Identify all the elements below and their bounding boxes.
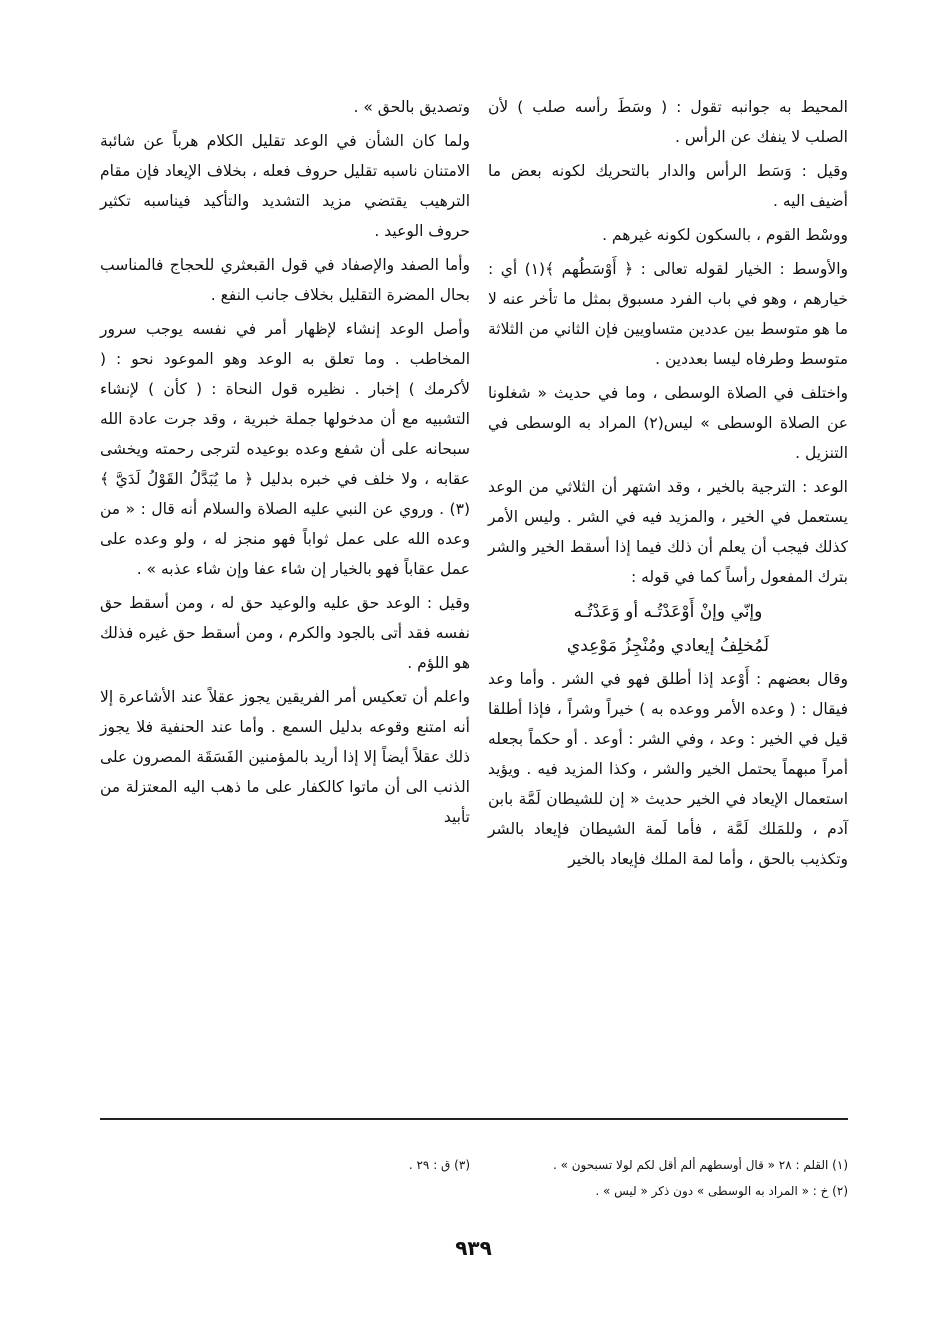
footnote-separator — [100, 1118, 848, 1120]
paragraph: وأصل الوعد إنشاء لإظهار أمر في نفسه يوجب سرور المخاطب . وما تعلق به الوعد وهو الموعود نحو : ( لأكرمك ) إخبار . نظيره قول النحاة : ( كأن ) لإنشاء التشبيه مع أن مدخولها جملة خبرية ، وقد جرت عادة الله سبحانه على أن شفع وعده بوعيده لترجى رحمته ويخشى عقابه ، ولا خلف في خبره بدليل ﴿ ما يُبَدَّلُ القَوْلُ لَدَيَّ ﴾(٣) . وروي عن النبي عليه الصلاة والسلام أنه قال : « من وعده الله على عمل ثواباً فهو منجز له ، ولو وعده على عمل عقاباً فهو بالخيار إن شاء عفا وإن شاء عذبه » . — [100, 320, 470, 578]
paragraph: وتصديق بالحق » . — [353, 98, 470, 116]
paragraph: وقال بعضهم : أَوْعد إذا أطلق فهو في الشر . وأما وعد فيقال : ( وعده الأمر ووعده به ) خيراً وشراً ، فإذا أطلقا قيل في الخير : وعد ، وفي الشر : أوعد . أو حكماً بجعله أمراً مبهماً يحتمل الخير والشر ، وكذا المزيد فيه . ويؤيد استعمال الإيعاد في الخير حديث « إن للشيطان لَمَّة بابن آدم ، وللمَلك لَمَّة ، فأما لَمة الشيطان فإيعاد بالشر وتكذيب بالحق ، وأما لمة الملك فإيعاد بالخير — [488, 670, 848, 868]
right-column — [488, 92, 848, 878]
paragraph: وقيل : الوعد حق عليه والوعيد حق له ، ومن أسقط حق نفسه فقد أتى بالجود والكرم ، ومن أسقط حق غيره فذلك هو اللؤم . — [100, 594, 470, 672]
paragraph: ولما كان الشأن في الوعد تقليل الكلام هرباً عن شائبة الامتنان ناسبه تقليل حروف فعله ، بخلاف الإيعاد فإن مقام الترهيب يقتضي مزيد التشديد والتأكيد فيناسبه تكثير حروف الوعيد . — [100, 132, 470, 240]
footnote-3: (٣) ق : ٢٩ . — [408, 1158, 470, 1172]
paragraph: المحيط به جوانبه تقول : ( وسَطَ رأسه صلب ) لأن الصلب لا ينفك عن الرأس . — [488, 98, 848, 146]
left-column — [100, 92, 470, 836]
footnotes-right — [478, 1152, 848, 1204]
paragraph: وأما الصفد والإصفاد في قول القبعثري للحجاج فالمناسب بحال المضرة التقليل بخلاف جانب النفع . — [100, 256, 470, 304]
paragraph: واعلم أن تعكيس أمر الفريقين يجوز عقلاً عند الأشاعرة إلا أنه امتنع وقوعه بدليل السمع . وأما عند الحنفية فلا يجوز ذلك عقلاً أيضاً إلا إذا أريد بالمؤمنين الفَسَقَة المصرون على الذنب الى أن ماتوا كالكفار على ما ذهب اليه المعتزلة من تأبيد — [100, 688, 470, 826]
paragraph: وقيل : وَسَط الرأس والدار بالتحريك لكونه بعض ما أضيف اليه . — [488, 162, 848, 210]
paragraph: ووسْط القوم ، بالسكون لكونه غيرهم . — [602, 226, 848, 244]
paragraph: الوعد : الترجية بالخير ، وقد اشتهر أن الثلاثي من الوعد يستعمل في الخير ، والمزيد فيه في الشر . وليس الأمر كذلك فيجب أن يعلم أن ذلك فيما إذا أسقط الخير والشر بترك المفعول رأساً كما في قوله : — [488, 478, 848, 586]
paragraph: والأوسط : الخيار لقوله تعالى : ﴿ أَوْسَطُهم ﴾(١) أي : خيارهم ، وهو في باب الفرد مسبوق بمثل ما تأخر عنه لا ما هو متوسط بين عددين متساويين فإن الثاني من الثلاثة متوسط وطرفاه ليسا بعددين . — [488, 260, 848, 368]
poetry-verse-line-1: وإنّي وإنْ أَوْعَدْتُـه أو وَعَدْتُـه — [573, 602, 763, 622]
footnote-2: (٢) خ : « المراد به الوسطى » دون ذكر « ليس » . — [595, 1184, 848, 1198]
paragraph: واختلف في الصلاة الوسطى ، وما في حديث « شغلونا عن الصلاة الوسطى » ليس(٢) المراد به الوسطى في التنزيل . — [488, 384, 848, 462]
footnote-1: (١) القلم : ٢٨ « قال أوسطهم ألم أقل لكم لولا تسبحون » . — [552, 1158, 848, 1172]
poetry-verse-line-2: لَمُخلِفُ إيعادي ومُنْجِزُ مَوْعِدي — [566, 636, 770, 656]
page-number: ٩٣٩ — [455, 1236, 492, 1260]
